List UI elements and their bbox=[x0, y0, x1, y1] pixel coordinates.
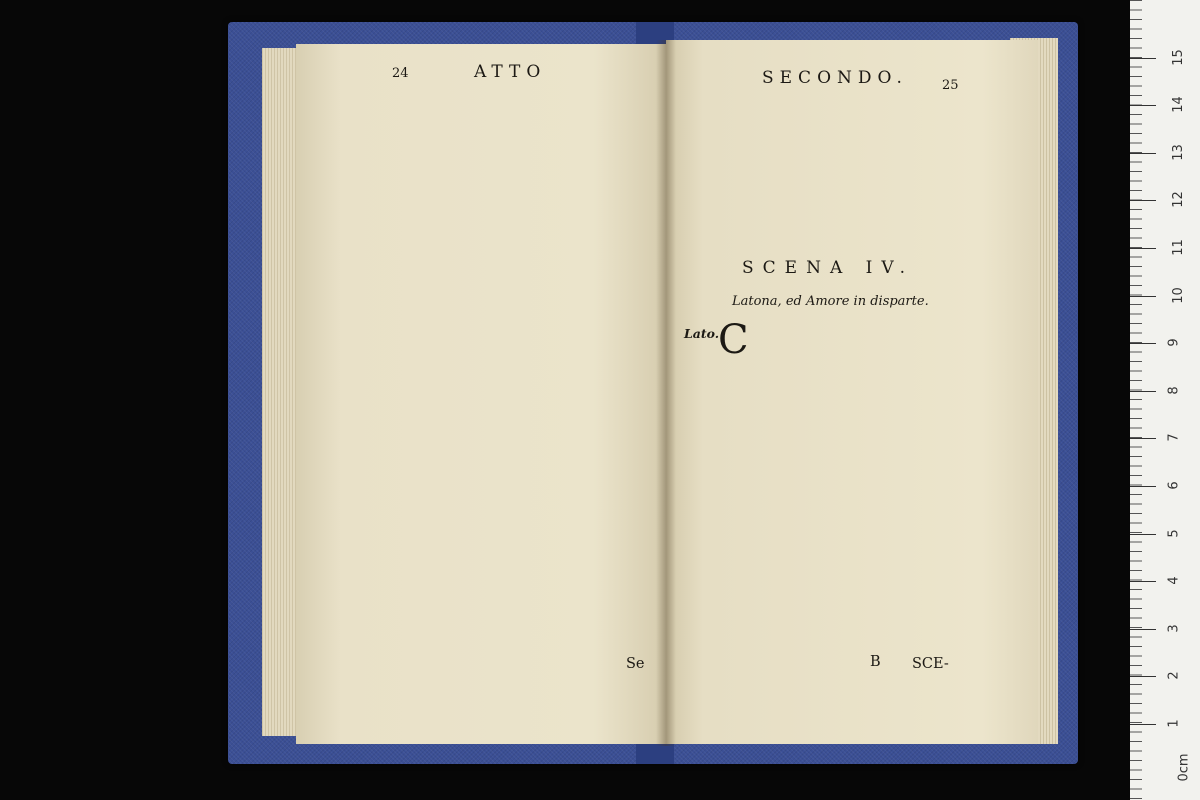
left-page-number: 24 bbox=[392, 66, 409, 81]
ruler-major-tick bbox=[1130, 534, 1156, 535]
ruler-major-tick bbox=[1130, 724, 1156, 725]
ruler-number: 3 bbox=[1166, 624, 1182, 633]
ruler-number: 1 bbox=[1166, 719, 1182, 728]
ruler-number: 10 bbox=[1170, 286, 1186, 304]
ruler-unit-label: 0cm bbox=[1176, 753, 1192, 782]
right-running-head: SECONDO. bbox=[762, 68, 908, 88]
ruler-major-tick bbox=[1130, 676, 1156, 677]
ruler-number: 11 bbox=[1170, 239, 1186, 256]
ruler-major-tick bbox=[1130, 438, 1156, 439]
ruler-number: 12 bbox=[1170, 191, 1186, 209]
ruler-major-tick bbox=[1130, 153, 1156, 154]
scene-title: SCENA IV. bbox=[742, 258, 915, 278]
right-page bbox=[666, 40, 1038, 744]
signature-mark: B bbox=[870, 654, 881, 670]
ruler-major-tick bbox=[1130, 296, 1156, 297]
ruler-number: 14 bbox=[1170, 96, 1186, 113]
ruler-number: 8 bbox=[1166, 386, 1182, 395]
ruler-number: 13 bbox=[1170, 144, 1186, 161]
ruler-major-tick bbox=[1130, 581, 1156, 582]
left-running-head: ATTO bbox=[474, 62, 547, 82]
ruler-major-tick bbox=[1130, 486, 1156, 487]
left-page bbox=[296, 44, 668, 744]
ruler-number: 2 bbox=[1166, 671, 1182, 681]
scene-subtitle: Latona, ed Amore in disparte. bbox=[732, 294, 929, 309]
ruler-major-tick bbox=[1130, 391, 1156, 392]
measuring-ruler bbox=[1130, 0, 1200, 800]
drop-cap: C bbox=[718, 317, 749, 363]
ruler-number: 7 bbox=[1166, 433, 1182, 443]
scene-speaker: Lato. bbox=[684, 326, 720, 341]
ruler-major-tick bbox=[1130, 58, 1156, 59]
page-gutter bbox=[656, 40, 676, 746]
ruler-major-tick bbox=[1130, 200, 1156, 201]
ruler-major-tick bbox=[1130, 343, 1156, 344]
right-catchword: SCE- bbox=[912, 656, 949, 672]
right-page-number: 25 bbox=[942, 78, 959, 93]
ruler-major-tick bbox=[1130, 105, 1156, 106]
ruler-major-tick bbox=[1130, 629, 1156, 630]
ruler-number: 4 bbox=[1166, 576, 1182, 585]
ruler-number: 9 bbox=[1166, 338, 1182, 347]
ruler-number: 5 bbox=[1166, 528, 1182, 538]
left-catchword: Se bbox=[626, 656, 645, 672]
ruler-number: 6 bbox=[1166, 481, 1182, 490]
ruler-number: 15 bbox=[1170, 48, 1186, 66]
ruler-major-tick bbox=[1130, 248, 1156, 249]
